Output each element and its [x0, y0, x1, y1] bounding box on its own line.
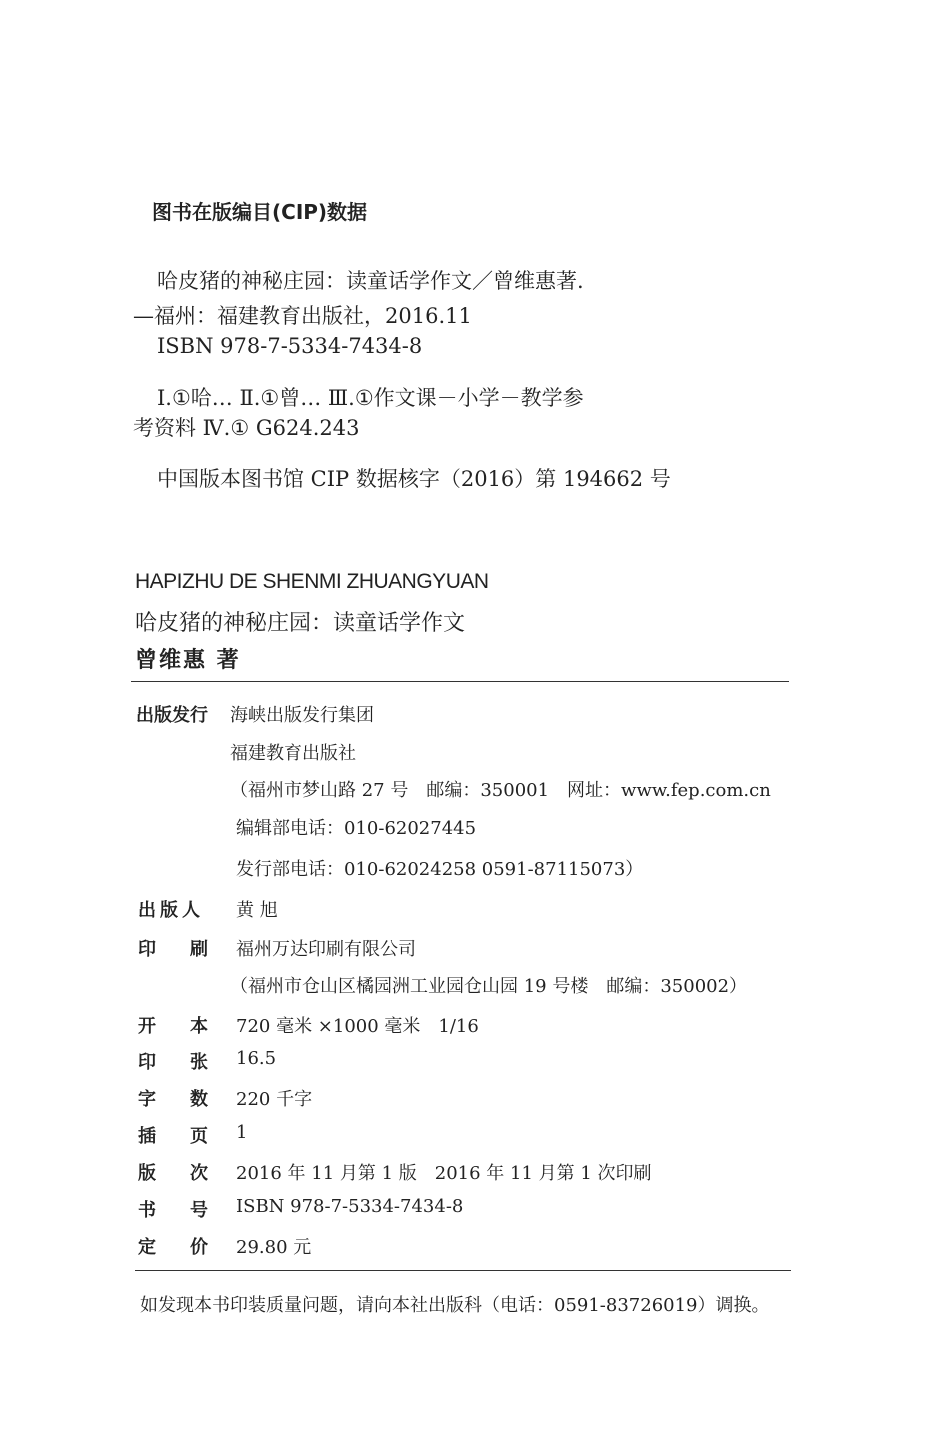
plates-value: 1	[236, 1122, 248, 1143]
sheets-label-b: 张	[190, 1052, 208, 1073]
cip-isbn-line: ISBN 978-7-5334-7434-8	[157, 334, 423, 358]
cip-subject-line-2: 考资料 Ⅳ.① G624.243	[133, 416, 360, 440]
sheets-value: 16.5	[236, 1048, 277, 1069]
english-title: HAPIZHU DE SHENMI ZHUANGYUAN	[135, 570, 489, 593]
printer-address: （福州市仓山区橘园洲工业园仓山园 19 号楼 邮编：350002）	[230, 976, 748, 997]
issuer-value: 黄 旭	[236, 900, 278, 921]
bottom-divider	[135, 1270, 791, 1271]
sheets-label-a: 印	[138, 1052, 156, 1073]
edition-label-b: 次	[190, 1163, 208, 1184]
edition-value: 2016 年 11 月第 1 版 2016 年 11 月第 1 次印刷	[236, 1163, 652, 1184]
wordcount-label-b: 数	[190, 1089, 208, 1110]
format-value: 720 毫米 ×1000 毫米 1/16	[236, 1016, 479, 1037]
editorial-phone: 编辑部电话：010-62027445	[236, 818, 477, 839]
isbn-label-b: 号	[190, 1200, 208, 1221]
isbn-label-a: 书	[138, 1200, 156, 1221]
printer-label-a: 印	[138, 939, 156, 960]
publisher-address: （福州市梦山路 27 号 邮编：350001 网址：www.fep.com.cn	[230, 780, 771, 801]
price-value: 29.80 元	[236, 1237, 312, 1258]
isbn-value: ISBN 978-7-5334-7434-8	[236, 1196, 464, 1217]
cip-subject-line-1: Ⅰ.①哈… Ⅱ.①曾… Ⅲ.①作文课－小学－教学参	[157, 386, 584, 410]
printer-value: 福州万达印刷有限公司	[236, 939, 416, 960]
top-divider	[131, 681, 789, 682]
author-line: 曾维惠 著	[135, 647, 241, 673]
printer-label-b: 刷	[190, 939, 208, 960]
publisher-name: 福建教育出版社	[230, 743, 356, 764]
price-label-b: 价	[190, 1237, 208, 1258]
publisher-group: 海峡出版发行集团	[230, 705, 374, 726]
quality-notice: 如发现本书印装质量问题，请向本社出版科（电话：0591-83726019）调换。	[140, 1295, 770, 1316]
wordcount-label-a: 字	[138, 1089, 156, 1110]
format-label-b: 本	[190, 1016, 208, 1037]
issuer-label: 出版人	[138, 900, 204, 921]
edition-label-a: 版	[138, 1163, 156, 1184]
cip-record-line: 中国版本图书馆 CIP 数据核字（2016）第 194662 号	[157, 467, 671, 491]
chinese-title: 哈皮猪的神秘庄园：读童话学作文	[135, 611, 466, 636]
format-label-a: 开	[138, 1016, 156, 1037]
distribution-phone: 发行部电话：010-62024258 0591-87115073）	[236, 859, 644, 880]
plates-label-b: 页	[190, 1126, 208, 1147]
price-label-a: 定	[138, 1237, 156, 1258]
cip-publisher-line: —福州：福建教育出版社，2016.11	[133, 304, 472, 328]
cip-title-line: 哈皮猪的神秘庄园：读童话学作文／曾维惠著.	[157, 269, 584, 293]
plates-label-a: 插	[138, 1126, 156, 1147]
publisher-label: 出版发行	[136, 705, 208, 726]
cip-heading: 图书在版编目(CIP)数据	[152, 200, 368, 224]
wordcount-value: 220 千字	[236, 1089, 313, 1110]
